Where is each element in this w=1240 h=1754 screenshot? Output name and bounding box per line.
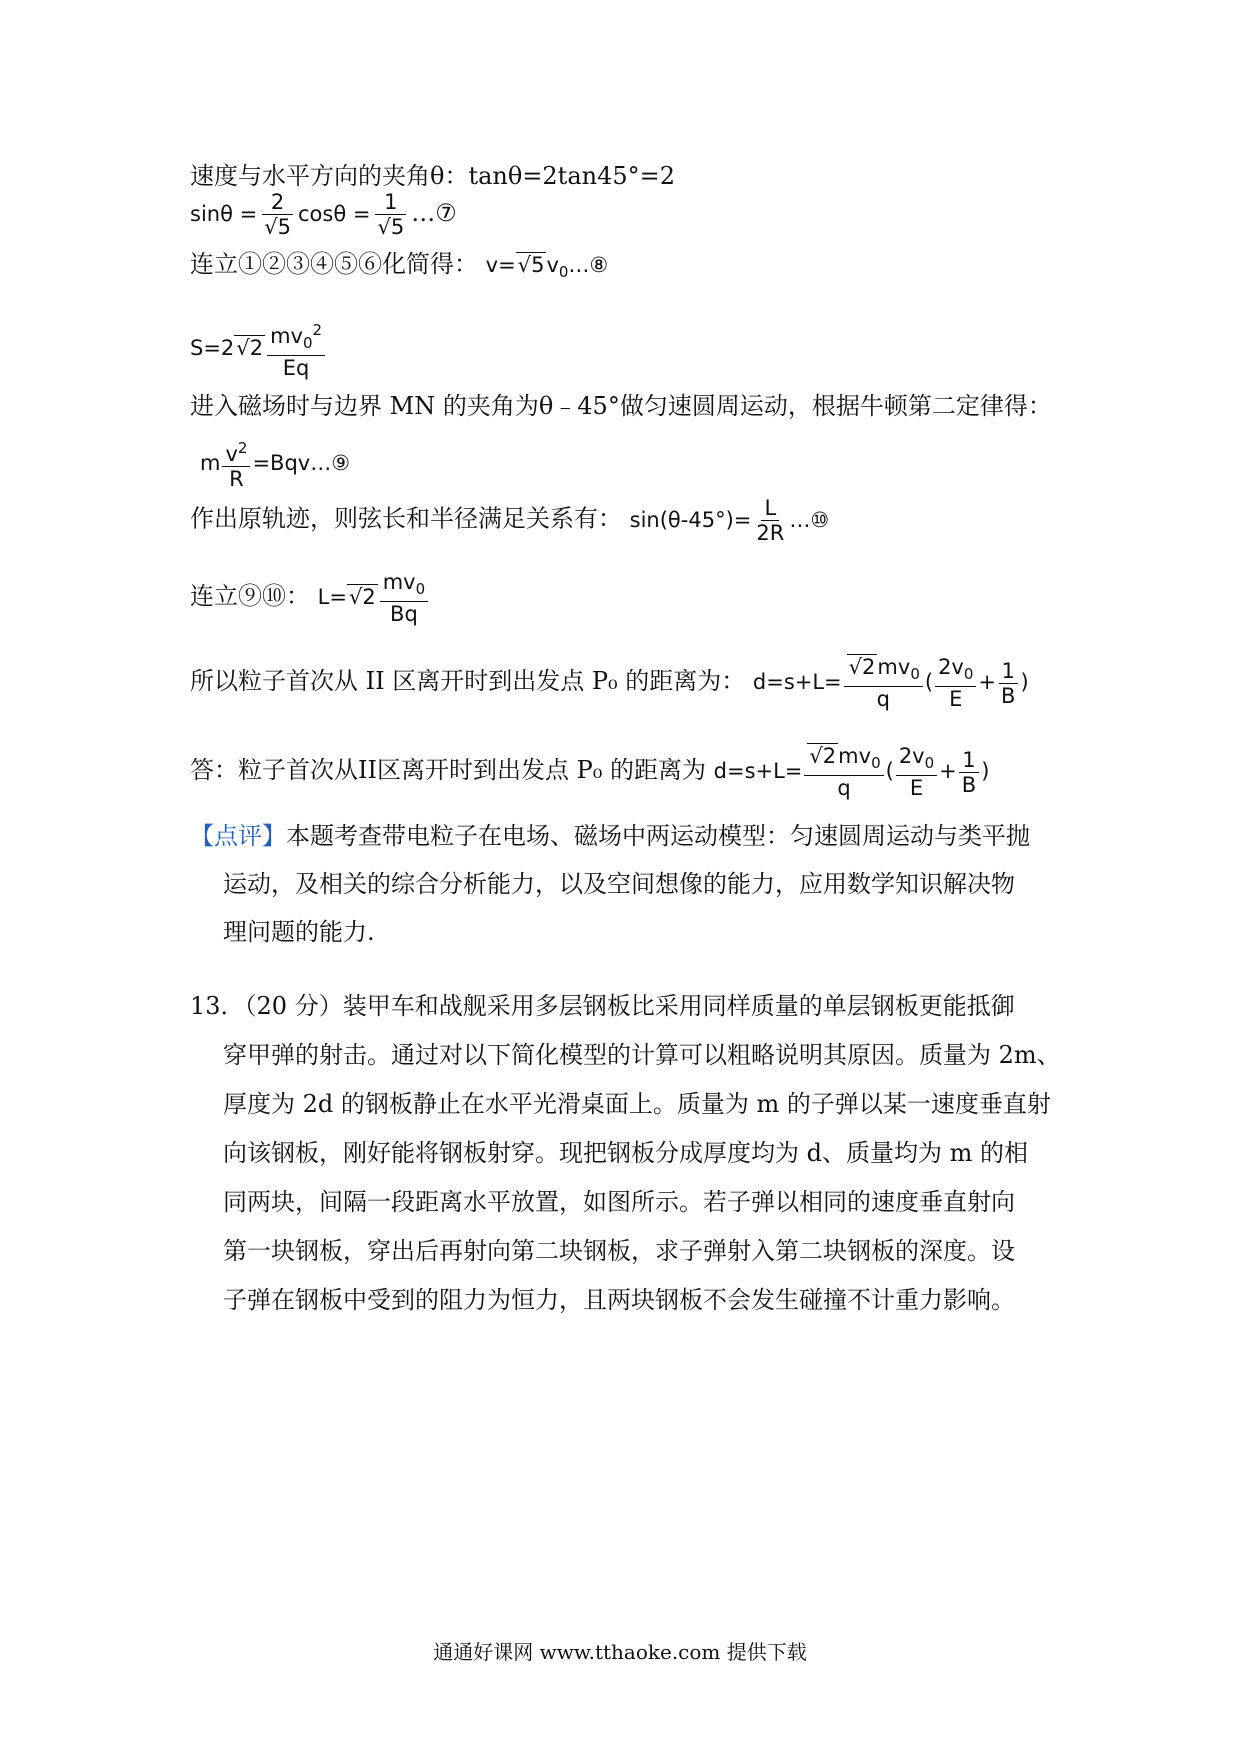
line-chord [190,496,829,545]
comment-text-1: 本题考查带电粒子在电场、磁场中两运动模型：匀速圆周运动与类平抛 [286,822,1030,850]
formula-answer: d=s+L= √ $\frac{2mv_0}{q}$ ( $\frac{2v_0}{E}$ + $\frac{1}{B}$ ) [714,759,990,783]
formula-l: L=√ 2 $\frac{mv_0}{Bq}$ [318,585,431,609]
problem-13-line-5: 同两块，间隔一段距离水平放置，如图所示。若子弹以相同的速度垂直射向 [223,1188,1015,1216]
answer-text: 答：粒子首次从II区离开时到出发点 P₀ 的距离为 [190,756,706,785]
line-sin-cos [190,190,457,239]
sin-fraction: 2 √ 5 [259,190,296,239]
comment-line-2: 运动，及相关的综合分析能力，以及空间想像的能力，应用数学知识解决物 [223,870,1015,898]
cos-label: cosθ = [297,202,371,226]
problem-13-line-2: 穿甲弹的射击。通过对以下简化模型的计算可以粗略说明其原因。质量为 2m、 [223,1041,1061,1069]
formula-distance: d=s+L= √ $\frac{2mv_0}{q}$ ( $\frac{2v_0}{E}$ + $\frac{1}{B}$ ) [753,670,1029,694]
comment-line-3: 理问题的能力. [223,918,375,946]
problem-13-line-3: 厚度为 2d 的钢板静止在水平光滑桌面上。质量为 m 的子弹以某一速度垂直射 [223,1090,1051,1118]
comment-line-1 [190,820,1030,852]
line-angle-tan: 速度与水平方向的夹角θ：tanθ=2tan45°=2 [190,162,676,190]
chord-text: 作出原轨迹，则弦长和半径满足关系有： [190,504,622,533]
formula-v: v=√ $5v_0\dots ⑧$ [486,253,609,277]
problem-13-line-6: 第一块钢板，穿出后再射向第二块钢板，求子弹射入第二块钢板的深度。设 [223,1237,1015,1265]
line-answer [190,744,989,800]
line-formula-s [190,318,327,380]
line-distance [190,655,1029,711]
result-l-text: 连立⑨⑩： [190,582,310,611]
line-enter-field: 进入磁场时与边界 MN 的夹角为θ﹣45°做匀速圆周运动，根据牛顿第二定律得： [190,392,1052,420]
distance-text: 所以粒子首次从 II 区离开时到出发点 P₀ 的距离为： [190,667,746,696]
formula-newton: m $\frac{v^2}{R}$ =Bqv…⑨ [200,451,350,475]
problem-13-line-1: 13．（20 分）装甲车和战舰采用多层钢板比采用同样质量的单层钢板更能抵御 [190,992,1015,1020]
cos-fraction: 1 √ 5 [372,190,409,239]
problem-13-line-7: 子弹在钢板中受到的阻力为恒力，且两块钢板不会发生碰撞不计重力影响。 [223,1286,1015,1314]
formula-chord: sin(θ-45°)= $\frac{L}{2R}$ …⑩ [629,496,830,545]
sin-label: sinθ = [190,202,258,226]
comment-tag: 【点评】 [190,822,286,850]
simplify-text: 连立①②③④⑤⑥化简得： [190,250,478,278]
line-result-l [190,570,430,626]
line-simplify-v [190,248,608,288]
problem-13-line-4: 向该钢板，刚好能将钢板射穿。现把钢板分成厚度均为 d、质量均为 m 的相 [223,1139,1029,1167]
formula-s: S=2√ 2 $\frac{mv_0^2}{Eq}$ [190,336,327,360]
line-newton [200,436,350,491]
page-footer: 通通好课网 www.tthaoke.com 提供下载 [433,1640,807,1664]
equation-marker-7: …⑦ [411,199,457,227]
